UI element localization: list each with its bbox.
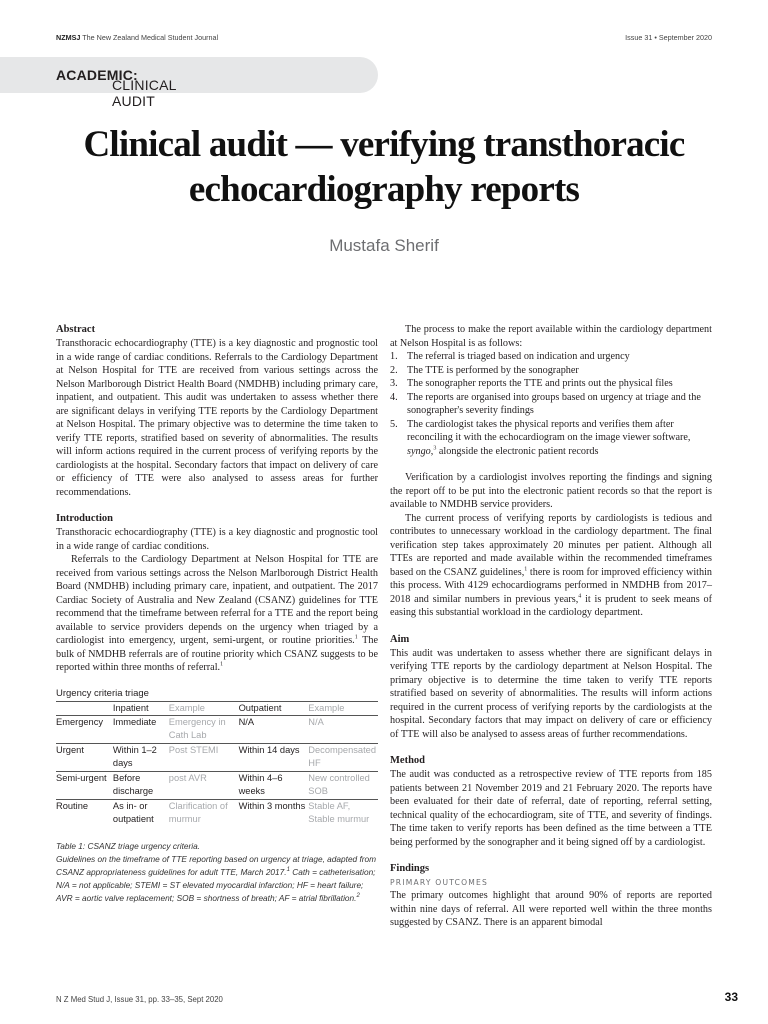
aim-heading: Aim (390, 633, 410, 645)
table-cell: Routine (56, 800, 113, 828)
footer-citation: N Z Med Stud J, Issue 31, pp. 33–35, Sept 2020 (56, 995, 223, 1004)
right-column (390, 323, 712, 930)
current-text-b: there is room for improved efficiency within this process. With 4129 echocardiograms performed in NMDHB from 2017–2018 and similar numbers in previous years, (390, 566, 712, 605)
software-name: syngo (407, 445, 431, 457)
table-header-row (56, 702, 378, 716)
citation-ref: 4 (578, 593, 582, 600)
caption-text-2: Cath = catheterisation; N/A = not applicable; STEMI = ST elevated myocardial infarction; HF = heart failure; AVR = aortic valve replacement; SOB = shortness of breath; AF = atrial fibrillation. (56, 867, 376, 903)
table-row (56, 744, 378, 772)
current-text: The current process of verifying reports by cardiologists is tedious and contributes to unnecessary workload in the cardiology department. The final verification step takes approximately 20 minutes per patient. Although all TTEs are reported and made available within the recommended timeframes based on the CSANZ guidelines, (390, 512, 712, 578)
table-cell: Semi-urgent (56, 772, 113, 800)
abstract-heading: Abstract (56, 324, 96, 335)
step-text: The sonographer reports the TTE and prints out the physical files (407, 378, 673, 389)
table-cell: Clarification of murmur (169, 800, 239, 828)
caption-title: Table 1: CSANZ triage urgency criteria. (56, 841, 201, 851)
table-cell: Within 14 days (239, 744, 309, 772)
section-label-bold: ACADEMIC: (56, 67, 138, 83)
table-header-cell: Example (308, 702, 378, 716)
table-cell: As in- or outpatient (113, 800, 169, 828)
table-cell: N/A (308, 716, 378, 744)
journal-full-name: The New Zealand Medical Student Journal (82, 33, 219, 42)
table-cell: Immediate (113, 716, 169, 744)
list-item: 1. The referral is triaged based on indication and urgency (390, 351, 630, 362)
section-label (56, 67, 177, 109)
table-caption (56, 840, 378, 905)
table-cell: Stable AF, Stable murmur (308, 800, 378, 828)
table-cell: Within 1–2 days (113, 744, 169, 772)
urgency-table (56, 701, 378, 827)
intro-paragraph-2 (56, 553, 378, 675)
table-header-cell: Outpatient (239, 702, 309, 716)
table-header-cell (56, 702, 113, 716)
step-text: The referral is triaged based on indication and urgency (407, 351, 630, 362)
step-text: The TTE is performed by the sonographer (407, 364, 579, 376)
table-cell: Urgent (56, 744, 113, 772)
list-item: 4. The reports are organised into groups based on urgency at triage and the sonographer's severity findings (390, 391, 701, 416)
method-text: The audit was conducted as a retrospective review of TTE reports from 185 patients between 21 November 2019 and 21 February 2020. The reports have been evaluated for their date of referral, date of reporting, referral setting, technical quality of the echocardiogram, site of TTE, and severity of findings. The time taken to verify reports has been defined as the time between a TTE being performed by the sonographer and it being signed off by a cardiologist. (390, 769, 712, 848)
table-cell: Emergency (56, 716, 113, 744)
abstract-text: Transthoracic echocardiography (TTE) is a key diagnostic and prognostic tool in a wide range of cardiac conditions. Referrals to the Cardiology Department at Nelson Hospital for TTE are received from various settings across the Nelson Marlborough District Health Board (NMDHB) including primary care, inpatient, and outpatient. This audit was undertaken to assess whether there are significant delays in verifying TTE reports by the Cardiology Department at Nelson Hospital. The primary objective was to determine the time taken to verify TTE reports, stratified based on severity of abnormalities. The results will inform actions required in the current process of verifying reports by the cardiologists at the hospital. Secondary factors that impact on delivery of care or efficiency of TTE were also analysed to assess areas for further recommendations. (56, 338, 378, 498)
table-row (56, 716, 378, 744)
findings-subheading: PRIMARY OUTCOMES (390, 878, 489, 887)
article-title: Clinical audit — verifying transthoracic echocardiography reports (83, 124, 685, 210)
list-item: 3. The sonographer reports the TTE and prints out the physical files (390, 378, 673, 389)
journal-name (56, 33, 218, 42)
citation-ref: 1 (286, 867, 290, 874)
current-process-paragraph (390, 512, 712, 620)
table-row (56, 800, 378, 828)
verification-paragraph: Verification by a cardiologist involves reporting the findings and signing the report off to be put into the electronic patient records so that the report is available to NMDHB service providers. (390, 472, 712, 510)
table-cell: Decompensated HF (308, 744, 378, 772)
list-item: 5. The cardiologist takes the physical reports and verifies them after reconciling it with the echocardiogram on the image viewer software, syngo,$^3$ alongside the electronic patient records (390, 418, 691, 457)
table-cell: N/A (239, 716, 309, 744)
aim-text: This audit was undertaken to assess whether there are significant delays in verifying TTE reports by the cardiology department at Nelson Hospital. The primary objective is to determine the time taken to verify TTE reports stratified based on severity of abnormalities. The results will inform actions required in the current process of verifying reports by the cardiologists at the hospital. Secondary factors that may impact on delivery of care or efficiency of TTE will also be analysed to assess areas of further recommendations. (390, 647, 712, 740)
findings-text: The primary outcomes highlight that around 90% of reports are reported within nine days of referral. All were reported well within the three months suggested by CSANZ. There is an apparent bimodal (390, 890, 712, 928)
introduction-heading: Introduction (56, 513, 113, 524)
list-item: 2. The TTE is performed by the sonographer (390, 364, 579, 376)
table-title: Urgency criteria triage (56, 687, 149, 699)
table-header-cell: Example (169, 702, 239, 716)
section-band (0, 57, 378, 109)
step-text-end: alongside the electronic patient records (436, 445, 599, 457)
intro-paragraph-1: Transthoracic echocardiography (TTE) is a key diagnostic and prognostic tool in a wide range of cardiac conditions. (56, 527, 378, 552)
citation-ref: 1 (354, 634, 358, 641)
findings-heading: Findings (390, 863, 430, 874)
page-number: 33 (724, 990, 738, 1004)
table-cell: Before discharge (113, 772, 169, 800)
intro-p2-text: Referrals to the Cardiology Department at Nelson Hospital for TTE are received from various settings across the Nelson Marlborough District Health Board (NMDHB) including primary care, inpatient, and outpatient. The 2017 Cardiac Society of Australia and New Zealand (CSANZ) guidelines for TTE recommend that the timeframe between referral for a TTE and the report being available to service providers depends on the urgency when triaged by a cardiologist into emergency, urgent, semi-urgent, or routine priorities. (56, 554, 378, 646)
table-cell: post AVR (169, 772, 239, 800)
method-heading: Method (390, 755, 425, 766)
left-column (56, 323, 378, 905)
caption-text: Guidelines on the timeframe of TTE reporting based on urgency at triage, adapted from CSANZ appropriateness guidelines for adult TTE, March 2017. (56, 854, 377, 877)
step-text: The cardiologist takes the physical reports and verifies them after reconciling it with the echocardiogram on the image viewer software, (407, 418, 691, 443)
issue-label: Issue 31 • September 2020 (625, 33, 712, 42)
table-cell: Post STEMI (169, 744, 239, 772)
citation-ref: 3 (433, 445, 437, 452)
running-header (56, 33, 712, 45)
current-text-c: it is prudent to seek means of easing this substantial workload in the cardiology department. (390, 593, 712, 618)
section-label-rest: CLINICAL AUDIT (112, 77, 177, 109)
table-header-cell: Inpatient (113, 702, 169, 716)
intro-p2b-text: The bulk of NMDHB referrals are of routine priority which CSANZ suggests to be reported within three months of referral. (56, 635, 378, 673)
journal-abbr: NZMSJ (56, 33, 81, 42)
table-cell: New controlled SOB (308, 772, 378, 800)
author-name: Mustafa Sherif (329, 236, 439, 255)
citation-ref: 1 (220, 661, 224, 668)
citation-ref: 2 (356, 893, 360, 900)
table-cell: Within 3 months (239, 800, 309, 828)
process-steps (390, 350, 712, 458)
process-intro: The process to make the report available within the cardiology department at Nelson Hospital is as follows: (390, 324, 712, 349)
citation-ref: 1 (524, 566, 528, 573)
table-cell: Emergency in Cath Lab (169, 716, 239, 744)
step-text: The reports are organised into groups based on urgency at triage and the sonographer's severity findings (407, 391, 701, 416)
table-row (56, 772, 378, 800)
table-cell: Within 4–6 weeks (239, 772, 309, 800)
